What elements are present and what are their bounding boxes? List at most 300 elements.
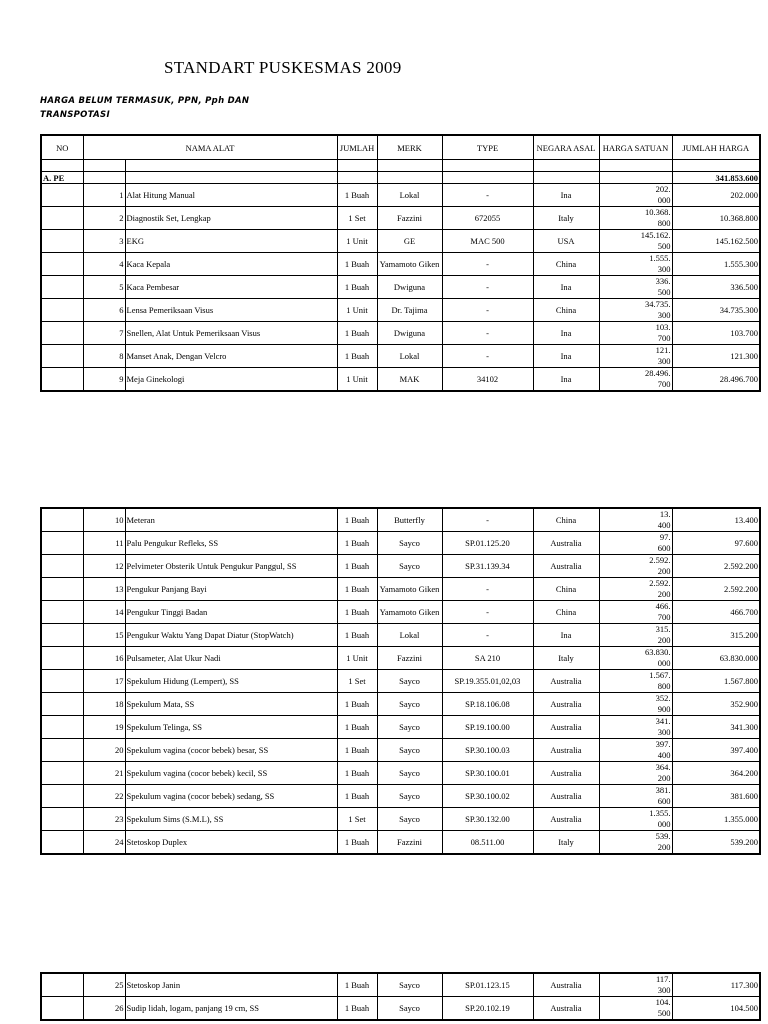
row-merk: GE bbox=[377, 230, 442, 253]
row-harga-satuan bbox=[599, 184, 672, 207]
row-jumlah-harga: 103.700 bbox=[672, 322, 760, 345]
row-jumlah-harga: 315.200 bbox=[672, 624, 760, 647]
row-no: 14 bbox=[83, 601, 125, 624]
row-blank-cell bbox=[41, 831, 83, 855]
row-nama-alat: Stetoskop Janin bbox=[125, 973, 337, 997]
table-row bbox=[41, 299, 760, 322]
row-harga-satuan bbox=[599, 670, 672, 693]
row-jumlah-harga: 466.700 bbox=[672, 601, 760, 624]
row-harga-satuan bbox=[599, 973, 672, 997]
row-negara-asal: Ina bbox=[533, 624, 599, 647]
row-negara-asal: Australia bbox=[533, 716, 599, 739]
row-nama-alat: Meja Ginekologi bbox=[125, 368, 337, 392]
table-row bbox=[41, 322, 760, 345]
row-type: SP.19.355.01,02,03 bbox=[442, 670, 533, 693]
row-nama-alat: Spekulum vagina (cocor bebek) besar, SS bbox=[125, 739, 337, 762]
harga-satuan-line-2: 300 bbox=[657, 985, 671, 995]
row-nama-alat: EKG bbox=[125, 230, 337, 253]
row-nama-alat: Pengukur Panjang Bayi bbox=[125, 578, 337, 601]
row-harga-satuan bbox=[599, 578, 672, 601]
harga-satuan-line-1: 466. bbox=[655, 601, 671, 611]
row-no: 3 bbox=[83, 230, 125, 253]
row-blank-cell bbox=[41, 762, 83, 785]
row-type: - bbox=[442, 578, 533, 601]
row-negara-asal: Australia bbox=[533, 739, 599, 762]
row-type: SP.30.100.02 bbox=[442, 785, 533, 808]
row-harga-satuan bbox=[599, 693, 672, 716]
row-type: SP.30.132.00 bbox=[442, 808, 533, 831]
row-negara-asal: Italy bbox=[533, 647, 599, 670]
harga-satuan-line-1: 336. bbox=[655, 276, 671, 286]
harga-satuan-line-1: 103. bbox=[655, 322, 671, 332]
row-no: 18 bbox=[83, 693, 125, 716]
row-jumlah-harga: 364.200 bbox=[672, 762, 760, 785]
row-no: 22 bbox=[83, 785, 125, 808]
row-blank-cell bbox=[41, 601, 83, 624]
harga-satuan-line-2: 300 bbox=[657, 310, 671, 320]
row-merk: Sayco bbox=[377, 555, 442, 578]
header-no: NO bbox=[41, 135, 83, 160]
row-jumlah-harga: 397.400 bbox=[672, 739, 760, 762]
row-jumlah-harga: 97.600 bbox=[672, 532, 760, 555]
section-row bbox=[41, 172, 760, 184]
row-blank-cell bbox=[41, 532, 83, 555]
row-no: 17 bbox=[83, 670, 125, 693]
row-harga-satuan bbox=[599, 276, 672, 299]
harga-satuan-line-2: 200 bbox=[657, 589, 671, 599]
row-negara-asal: Australia bbox=[533, 762, 599, 785]
row-harga-satuan bbox=[599, 831, 672, 855]
harga-satuan-line-2: 000 bbox=[657, 819, 671, 829]
row-nama-alat: Manset Anak, Dengan Velcro bbox=[125, 345, 337, 368]
table-row bbox=[41, 578, 760, 601]
row-nama-alat: Spekulum Telinga, SS bbox=[125, 716, 337, 739]
row-type: SP.20.102.19 bbox=[442, 997, 533, 1021]
row-blank-cell bbox=[41, 997, 83, 1021]
row-type: SP.01.123.15 bbox=[442, 973, 533, 997]
row-jumlah-harga: 539.200 bbox=[672, 831, 760, 855]
harga-satuan-line-1: 1.567. bbox=[649, 670, 671, 680]
row-merk: Sayco bbox=[377, 670, 442, 693]
row-harga-satuan bbox=[599, 997, 672, 1021]
row-merk: Butterfly bbox=[377, 508, 442, 532]
row-jumlah: 1 Buah bbox=[337, 601, 377, 624]
row-no: 15 bbox=[83, 624, 125, 647]
row-no: 23 bbox=[83, 808, 125, 831]
harga-satuan-line-1: 10.368. bbox=[645, 207, 671, 217]
row-negara-asal: Australia bbox=[533, 973, 599, 997]
table-row bbox=[41, 647, 760, 670]
row-merk: Sayco bbox=[377, 739, 442, 762]
row-type: - bbox=[442, 322, 533, 345]
table-row bbox=[41, 808, 760, 831]
table-row bbox=[41, 532, 760, 555]
row-jumlah-harga: 2.592.200 bbox=[672, 555, 760, 578]
row-merk: Fazzini bbox=[377, 831, 442, 855]
row-jumlah: 1 Unit bbox=[337, 299, 377, 322]
table-row bbox=[41, 555, 760, 578]
row-blank-cell bbox=[41, 624, 83, 647]
row-jumlah-harga: 1.567.800 bbox=[672, 670, 760, 693]
row-jumlah: 1 Set bbox=[337, 670, 377, 693]
row-negara-asal: Australia bbox=[533, 670, 599, 693]
header-type: TYPE bbox=[442, 135, 533, 160]
row-no: 9 bbox=[83, 368, 125, 392]
row-harga-satuan bbox=[599, 739, 672, 762]
row-negara-asal: China bbox=[533, 578, 599, 601]
row-merk: Sayco bbox=[377, 716, 442, 739]
harga-satuan-line-2: 200 bbox=[657, 842, 671, 852]
row-harga-satuan bbox=[599, 253, 672, 276]
table-row bbox=[41, 693, 760, 716]
row-negara-asal: Australia bbox=[533, 555, 599, 578]
row-jumlah: 1 Set bbox=[337, 808, 377, 831]
row-blank-cell bbox=[41, 785, 83, 808]
row-jumlah: 1 Unit bbox=[337, 647, 377, 670]
harga-satuan-line-2: 800 bbox=[657, 681, 671, 691]
row-jumlah-harga: 13.400 bbox=[672, 508, 760, 532]
row-merk: Sayco bbox=[377, 808, 442, 831]
row-merk: Sayco bbox=[377, 785, 442, 808]
row-harga-satuan bbox=[599, 808, 672, 831]
table-row bbox=[41, 230, 760, 253]
row-type: - bbox=[442, 624, 533, 647]
harga-satuan-line-2: 500 bbox=[657, 241, 671, 251]
row-harga-satuan bbox=[599, 345, 672, 368]
row-nama-alat: Kaca Kepala bbox=[125, 253, 337, 276]
header-jumlah-harga: JUMLAH HARGA bbox=[672, 135, 760, 160]
row-type: SP.30.100.03 bbox=[442, 739, 533, 762]
harga-satuan-line-2: 000 bbox=[657, 195, 671, 205]
row-harga-satuan bbox=[599, 322, 672, 345]
row-jumlah: 1 Buah bbox=[337, 578, 377, 601]
row-no: 24 bbox=[83, 831, 125, 855]
row-blank-cell bbox=[41, 716, 83, 739]
table-row bbox=[41, 973, 760, 997]
row-merk: Dwiguna bbox=[377, 276, 442, 299]
row-jumlah-harga: 2.592.200 bbox=[672, 578, 760, 601]
row-jumlah-harga: 381.600 bbox=[672, 785, 760, 808]
row-negara-asal: China bbox=[533, 508, 599, 532]
row-negara-asal: Italy bbox=[533, 207, 599, 230]
header-negara-asal: NEGARA ASAL bbox=[533, 135, 599, 160]
row-no: 6 bbox=[83, 299, 125, 322]
harga-satuan-line-1: 315. bbox=[655, 624, 671, 634]
table-row bbox=[41, 785, 760, 808]
harga-satuan-line-1: 117. bbox=[655, 974, 671, 984]
row-jumlah: 1 Buah bbox=[337, 973, 377, 997]
row-type: 672055 bbox=[442, 207, 533, 230]
row-type: SP.30.100.01 bbox=[442, 762, 533, 785]
harga-satuan-line-1: 2.592. bbox=[649, 555, 671, 565]
row-no: 13 bbox=[83, 578, 125, 601]
table-row bbox=[41, 345, 760, 368]
price-note: HARGA BELUM TERMASUK, PPN, Pph DAN TRANSPOTASI bbox=[40, 96, 250, 120]
row-jumlah-harga: 121.300 bbox=[672, 345, 760, 368]
row-harga-satuan bbox=[599, 601, 672, 624]
harga-satuan-line-1: 539. bbox=[655, 831, 671, 841]
row-no: 7 bbox=[83, 322, 125, 345]
row-merk: Lokal bbox=[377, 345, 442, 368]
row-jumlah-harga: 34.735.300 bbox=[672, 299, 760, 322]
harga-satuan-line-1: 341. bbox=[655, 716, 671, 726]
row-negara-asal: Australia bbox=[533, 532, 599, 555]
harga-satuan-line-1: 1.355. bbox=[649, 808, 671, 818]
row-merk: Lokal bbox=[377, 624, 442, 647]
harga-satuan-line-1: 364. bbox=[655, 762, 671, 772]
row-type: SP.19.100.00 bbox=[442, 716, 533, 739]
row-merk: Sayco bbox=[377, 693, 442, 716]
table-row bbox=[41, 739, 760, 762]
row-no: 4 bbox=[83, 253, 125, 276]
row-blank-cell bbox=[41, 693, 83, 716]
harga-satuan-line-2: 200 bbox=[657, 635, 671, 645]
harga-satuan-line-2: 300 bbox=[657, 727, 671, 737]
harga-satuan-line-2: 400 bbox=[657, 520, 671, 530]
row-jumlah: 1 Unit bbox=[337, 230, 377, 253]
table-row bbox=[41, 184, 760, 207]
row-jumlah: 1 Buah bbox=[337, 276, 377, 299]
header-jumlah: JUMLAH bbox=[337, 135, 377, 160]
section-total: 341.853.600 bbox=[672, 172, 760, 184]
row-negara-asal: Australia bbox=[533, 785, 599, 808]
row-harga-satuan bbox=[599, 762, 672, 785]
harga-satuan-line-1: 63.830. bbox=[645, 647, 671, 657]
row-type: - bbox=[442, 601, 533, 624]
row-type: - bbox=[442, 508, 533, 532]
row-no: 8 bbox=[83, 345, 125, 368]
harga-satuan-line-1: 34.735. bbox=[645, 299, 671, 309]
row-jumlah: 1 Buah bbox=[337, 508, 377, 532]
harga-satuan-line-1: 121. bbox=[655, 345, 671, 355]
table-row bbox=[41, 716, 760, 739]
row-blank-cell bbox=[41, 368, 83, 392]
row-nama-alat: Alat Hitung Manual bbox=[125, 184, 337, 207]
row-nama-alat: Snellen, Alat Untuk Pemeriksaan Visus bbox=[125, 322, 337, 345]
harga-satuan-line-2: 000 bbox=[657, 658, 671, 668]
row-jumlah-harga: 28.496.700 bbox=[672, 368, 760, 392]
row-type: - bbox=[442, 276, 533, 299]
harga-satuan-line-1: 104. bbox=[655, 997, 671, 1007]
row-harga-satuan bbox=[599, 230, 672, 253]
row-harga-satuan bbox=[599, 207, 672, 230]
row-type: - bbox=[442, 299, 533, 322]
row-type: - bbox=[442, 345, 533, 368]
row-harga-satuan bbox=[599, 368, 672, 392]
row-harga-satuan bbox=[599, 299, 672, 322]
row-no: 11 bbox=[83, 532, 125, 555]
row-negara-asal: Ina bbox=[533, 276, 599, 299]
row-jumlah-harga: 1.355.000 bbox=[672, 808, 760, 831]
row-no: 5 bbox=[83, 276, 125, 299]
harga-satuan-line-1: 145.162. bbox=[640, 230, 671, 240]
row-nama-alat: Lensa Pemeriksaan Visus bbox=[125, 299, 337, 322]
row-merk: Sayco bbox=[377, 997, 442, 1021]
row-jumlah: 1 Set bbox=[337, 207, 377, 230]
row-nama-alat: Meteran bbox=[125, 508, 337, 532]
row-nama-alat: Kaca Pembesar bbox=[125, 276, 337, 299]
row-blank-cell bbox=[41, 299, 83, 322]
harga-satuan-line-1: 1.555. bbox=[649, 253, 671, 263]
spacer-row bbox=[41, 160, 760, 172]
row-blank-cell bbox=[41, 578, 83, 601]
section-label: A. PE bbox=[41, 172, 83, 184]
row-jumlah-harga: 341.300 bbox=[672, 716, 760, 739]
row-jumlah: 1 Buah bbox=[337, 762, 377, 785]
row-negara-asal: China bbox=[533, 299, 599, 322]
row-harga-satuan bbox=[599, 785, 672, 808]
row-harga-satuan bbox=[599, 508, 672, 532]
page-title: STANDART PUSKESMAS 2009 bbox=[164, 58, 402, 77]
row-nama-alat: Spekulum vagina (cocor bebek) kecil, SS bbox=[125, 762, 337, 785]
row-nama-alat: Stetoskop Duplex bbox=[125, 831, 337, 855]
row-jumlah: 1 Buah bbox=[337, 555, 377, 578]
row-negara-asal: Ina bbox=[533, 345, 599, 368]
row-blank-cell bbox=[41, 345, 83, 368]
table-row bbox=[41, 762, 760, 785]
row-jumlah: 1 Buah bbox=[337, 253, 377, 276]
harga-satuan-line-2: 700 bbox=[657, 379, 671, 389]
row-no: 19 bbox=[83, 716, 125, 739]
row-blank-cell bbox=[41, 973, 83, 997]
row-jumlah: 1 Buah bbox=[337, 624, 377, 647]
row-type: - bbox=[442, 184, 533, 207]
row-jumlah: 1 Buah bbox=[337, 997, 377, 1021]
row-nama-alat: Diagnostik Set, Lengkap bbox=[125, 207, 337, 230]
row-merk: Sayco bbox=[377, 762, 442, 785]
row-negara-asal: Australia bbox=[533, 997, 599, 1021]
row-merk: Yamamoto Giken bbox=[377, 253, 442, 276]
row-jumlah-harga: 202.000 bbox=[672, 184, 760, 207]
row-negara-asal: Ina bbox=[533, 368, 599, 392]
harga-satuan-line-2: 300 bbox=[657, 356, 671, 366]
row-nama-alat: Pelvimeter Obsterik Untuk Pengukur Panggul, SS bbox=[125, 555, 337, 578]
row-no: 2 bbox=[83, 207, 125, 230]
harga-satuan-line-1: 97. bbox=[659, 532, 671, 542]
harga-satuan-line-2: 200 bbox=[657, 566, 671, 576]
row-harga-satuan bbox=[599, 716, 672, 739]
row-jumlah-harga: 336.500 bbox=[672, 276, 760, 299]
harga-satuan-line-2: 400 bbox=[657, 750, 671, 760]
row-nama-alat: Pengukur Waktu Yang Dapat Diatur (StopWatch) bbox=[125, 624, 337, 647]
row-jumlah: 1 Unit bbox=[337, 368, 377, 392]
row-merk: Yamamoto Giken bbox=[377, 578, 442, 601]
row-nama-alat: Sudip lidah, logam, panjang 19 cm, SS bbox=[125, 997, 337, 1021]
row-blank-cell bbox=[41, 555, 83, 578]
table-row bbox=[41, 253, 760, 276]
harga-satuan-line-2: 700 bbox=[657, 333, 671, 343]
row-blank-cell bbox=[41, 207, 83, 230]
harga-satuan-line-1: 397. bbox=[655, 739, 671, 749]
row-negara-asal: Australia bbox=[533, 808, 599, 831]
harga-satuan-line-2: 500 bbox=[657, 287, 671, 297]
table-row bbox=[41, 508, 760, 532]
row-type: MAC 500 bbox=[442, 230, 533, 253]
row-nama-alat: Spekulum Hidung (Lempert), SS bbox=[125, 670, 337, 693]
row-negara-asal: USA bbox=[533, 230, 599, 253]
table-header-row bbox=[41, 135, 760, 160]
row-nama-alat: Spekulum Mata, SS bbox=[125, 693, 337, 716]
row-jumlah: 1 Buah bbox=[337, 693, 377, 716]
row-blank-cell bbox=[41, 184, 83, 207]
row-nama-alat: Spekulum vagina (cocor bebek) sedang, SS bbox=[125, 785, 337, 808]
row-merk: Fazzini bbox=[377, 647, 442, 670]
harga-satuan-line-1: 28.496. bbox=[645, 368, 671, 378]
equipment-table-page-1 bbox=[40, 134, 761, 392]
row-blank-cell bbox=[41, 508, 83, 532]
row-no: 12 bbox=[83, 555, 125, 578]
row-harga-satuan bbox=[599, 624, 672, 647]
row-merk: Fazzini bbox=[377, 207, 442, 230]
harga-satuan-line-1: 381. bbox=[655, 785, 671, 795]
row-negara-asal: China bbox=[533, 601, 599, 624]
harga-satuan-line-2: 200 bbox=[657, 773, 671, 783]
harga-satuan-line-2: 800 bbox=[657, 218, 671, 228]
table-row bbox=[41, 368, 760, 392]
row-no: 1 bbox=[83, 184, 125, 207]
row-jumlah: 1 Buah bbox=[337, 345, 377, 368]
equipment-table-page-3 bbox=[40, 972, 761, 1021]
harga-satuan-line-1: 202. bbox=[655, 184, 671, 194]
row-jumlah: 1 Buah bbox=[337, 532, 377, 555]
row-type: SP.18.106.08 bbox=[442, 693, 533, 716]
table-row bbox=[41, 624, 760, 647]
table-row bbox=[41, 831, 760, 855]
row-type: 34102 bbox=[442, 368, 533, 392]
header-nama-alat: NAMA ALAT bbox=[83, 135, 337, 160]
table-row bbox=[41, 601, 760, 624]
row-type: 08.511.00 bbox=[442, 831, 533, 855]
row-blank-cell bbox=[41, 276, 83, 299]
row-blank-cell bbox=[41, 322, 83, 345]
harga-satuan-line-2: 700 bbox=[657, 612, 671, 622]
row-jumlah-harga: 10.368.800 bbox=[672, 207, 760, 230]
harga-satuan-line-2: 600 bbox=[657, 543, 671, 553]
row-negara-asal: Ina bbox=[533, 184, 599, 207]
row-merk: Sayco bbox=[377, 973, 442, 997]
row-nama-alat: Pulsameter, Alat Ukur Nadi bbox=[125, 647, 337, 670]
row-nama-alat: Spekulum Sims (S.M.L), SS bbox=[125, 808, 337, 831]
row-nama-alat: Pengukur Tinggi Badan bbox=[125, 601, 337, 624]
row-blank-cell bbox=[41, 230, 83, 253]
row-blank-cell bbox=[41, 647, 83, 670]
row-jumlah: 1 Buah bbox=[337, 716, 377, 739]
equipment-table-page-2 bbox=[40, 507, 761, 855]
harga-satuan-line-2: 600 bbox=[657, 796, 671, 806]
row-merk: Lokal bbox=[377, 184, 442, 207]
harga-satuan-line-2: 900 bbox=[657, 704, 671, 714]
row-no: 10 bbox=[83, 508, 125, 532]
row-negara-asal: Ina bbox=[533, 322, 599, 345]
harga-satuan-line-1: 2.592. bbox=[649, 578, 671, 588]
row-type: SP.31.139.34 bbox=[442, 555, 533, 578]
row-blank-cell bbox=[41, 253, 83, 276]
row-jumlah-harga: 1.555.300 bbox=[672, 253, 760, 276]
row-no: 21 bbox=[83, 762, 125, 785]
row-merk: Dwiguna bbox=[377, 322, 442, 345]
table-row bbox=[41, 997, 760, 1021]
row-nama-alat: Palu Pengukur Refleks, SS bbox=[125, 532, 337, 555]
table-row bbox=[41, 670, 760, 693]
row-jumlah: 1 Buah bbox=[337, 785, 377, 808]
harga-satuan-line-1: 13. bbox=[659, 509, 671, 519]
row-no: 16 bbox=[83, 647, 125, 670]
row-blank-cell bbox=[41, 739, 83, 762]
row-jumlah-harga: 145.162.500 bbox=[672, 230, 760, 253]
row-merk: Yamamoto Giken bbox=[377, 601, 442, 624]
row-jumlah: 1 Buah bbox=[337, 831, 377, 855]
harga-satuan-line-2: 300 bbox=[657, 264, 671, 274]
